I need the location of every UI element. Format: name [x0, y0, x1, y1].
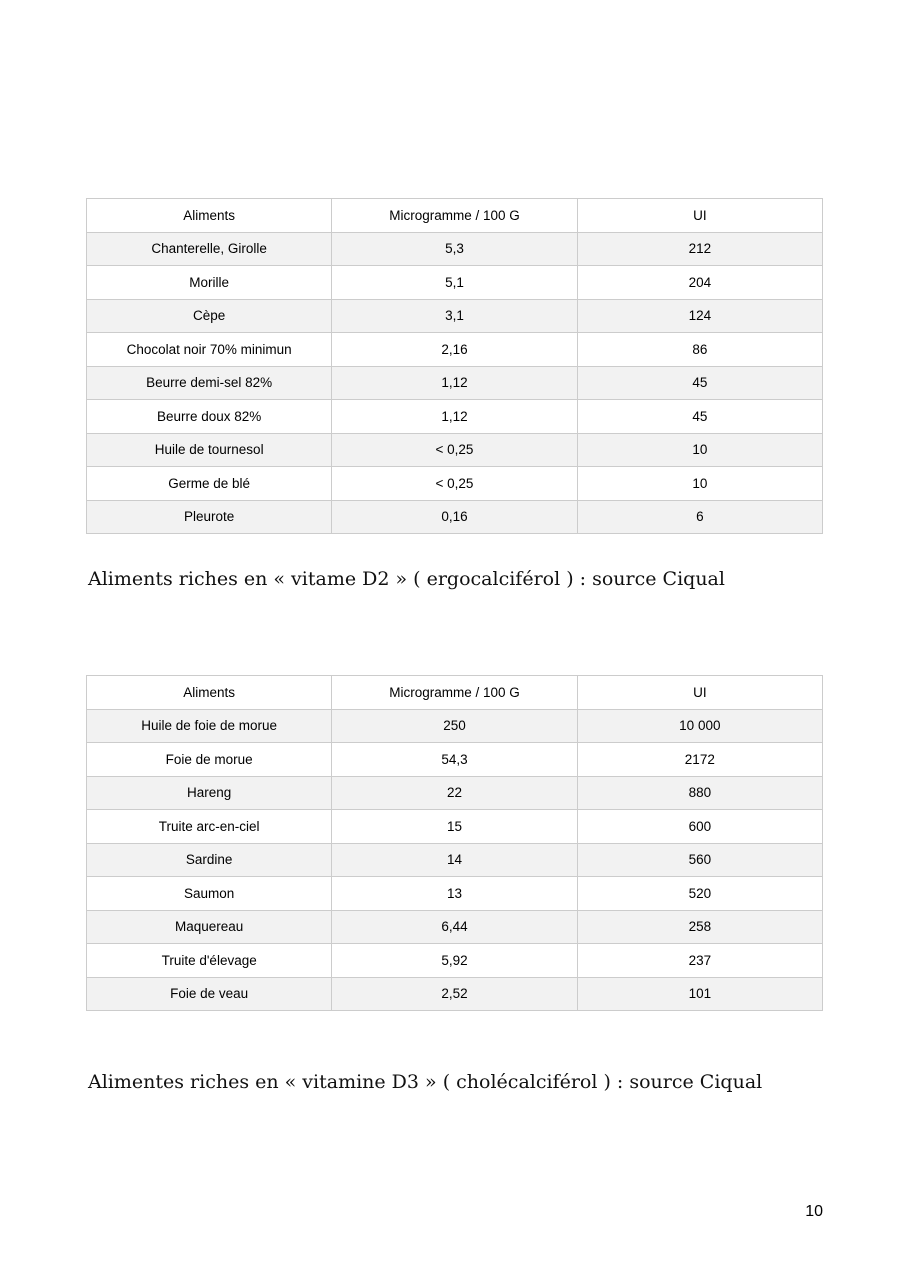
table-cell: Beurre demi-sel 82% [87, 366, 332, 400]
table-row [87, 467, 823, 501]
table-cell: 560 [577, 843, 822, 877]
table-cell: 14 [332, 843, 577, 877]
table-cell: 600 [577, 810, 822, 844]
table-cell: Huile de foie de morue [87, 709, 332, 743]
table-row [87, 776, 823, 810]
table-cell: 5,3 [332, 232, 577, 266]
vitamin-d3-table [86, 675, 823, 1011]
table-row [87, 232, 823, 266]
table-row [87, 810, 823, 844]
table-cell: 45 [577, 366, 822, 400]
table-cell: 0,16 [332, 500, 577, 534]
table-cell: Sardine [87, 843, 332, 877]
table-cell: 2,52 [332, 977, 577, 1011]
table-cell: 258 [577, 910, 822, 944]
table-row [87, 400, 823, 434]
table-row [87, 977, 823, 1011]
table-row [87, 944, 823, 978]
table-cell: Maquereau [87, 910, 332, 944]
table-cell: < 0,25 [332, 433, 577, 467]
table-cell: 880 [577, 776, 822, 810]
table-cell: < 0,25 [332, 467, 577, 501]
table-cell: Truite arc-en-ciel [87, 810, 332, 844]
table-cell: 3,1 [332, 299, 577, 333]
table-cell: 10 000 [577, 709, 822, 743]
table-cell: Beurre doux 82% [87, 400, 332, 434]
table-cell: 212 [577, 232, 822, 266]
table-cell: 520 [577, 877, 822, 911]
page-number: 10 [805, 1203, 823, 1220]
table-cell: 6,44 [332, 910, 577, 944]
table-cell: Pleurote [87, 500, 332, 534]
table-cell: Foie de veau [87, 977, 332, 1011]
header-row [87, 199, 823, 233]
table-row [87, 333, 823, 367]
table-cell: 204 [577, 266, 822, 300]
column-header: UI [577, 676, 822, 710]
table-cell: 1,12 [332, 366, 577, 400]
column-header: Microgramme / 100 G [332, 676, 577, 710]
vitamin-d2-caption: Aliments riches en « vitame D2 » ( ergocalciférol ) : source Ciqual [88, 568, 725, 590]
table-cell: 1,12 [332, 400, 577, 434]
table-cell: 15 [332, 810, 577, 844]
table-row [87, 843, 823, 877]
column-header: Microgramme / 100 G [332, 199, 577, 233]
vitamin-d2-table [86, 198, 823, 534]
table-cell: 250 [332, 709, 577, 743]
table-cell: 237 [577, 944, 822, 978]
table-row [87, 433, 823, 467]
table-cell: Morille [87, 266, 332, 300]
table-row [87, 266, 823, 300]
table-row [87, 910, 823, 944]
column-header: Aliments [87, 199, 332, 233]
table-cell: Hareng [87, 776, 332, 810]
table-cell: 2,16 [332, 333, 577, 367]
table-cell: 10 [577, 433, 822, 467]
table-cell: Chocolat noir 70% minimun [87, 333, 332, 367]
table-cell: Truite d'élevage [87, 944, 332, 978]
table-cell: 45 [577, 400, 822, 434]
table-row [87, 500, 823, 534]
table-cell: 5,92 [332, 944, 577, 978]
vitamin-d3-caption: Alimentes riches en « vitamine D3 » ( cholécalciférol ) : source Ciqual [88, 1071, 763, 1093]
header-row [87, 676, 823, 710]
table-cell: 54,3 [332, 743, 577, 777]
table-row [87, 743, 823, 777]
table-row [87, 299, 823, 333]
table-cell: 2172 [577, 743, 822, 777]
table-cell: 124 [577, 299, 822, 333]
table-cell: Chanterelle, Girolle [87, 232, 332, 266]
table-cell: Foie de morue [87, 743, 332, 777]
table-cell: Saumon [87, 877, 332, 911]
table-cell: Germe de blé [87, 467, 332, 501]
table-row [87, 709, 823, 743]
table-row [87, 877, 823, 911]
table-cell: 5,1 [332, 266, 577, 300]
table-cell: 13 [332, 877, 577, 911]
table-cell: 10 [577, 467, 822, 501]
table-row [87, 366, 823, 400]
table-cell: Huile de tournesol [87, 433, 332, 467]
table-cell: 6 [577, 500, 822, 534]
table-cell: 86 [577, 333, 822, 367]
column-header: UI [577, 199, 822, 233]
column-header: Aliments [87, 676, 332, 710]
table-cell: Cèpe [87, 299, 332, 333]
table-cell: 101 [577, 977, 822, 1011]
table-cell: 22 [332, 776, 577, 810]
